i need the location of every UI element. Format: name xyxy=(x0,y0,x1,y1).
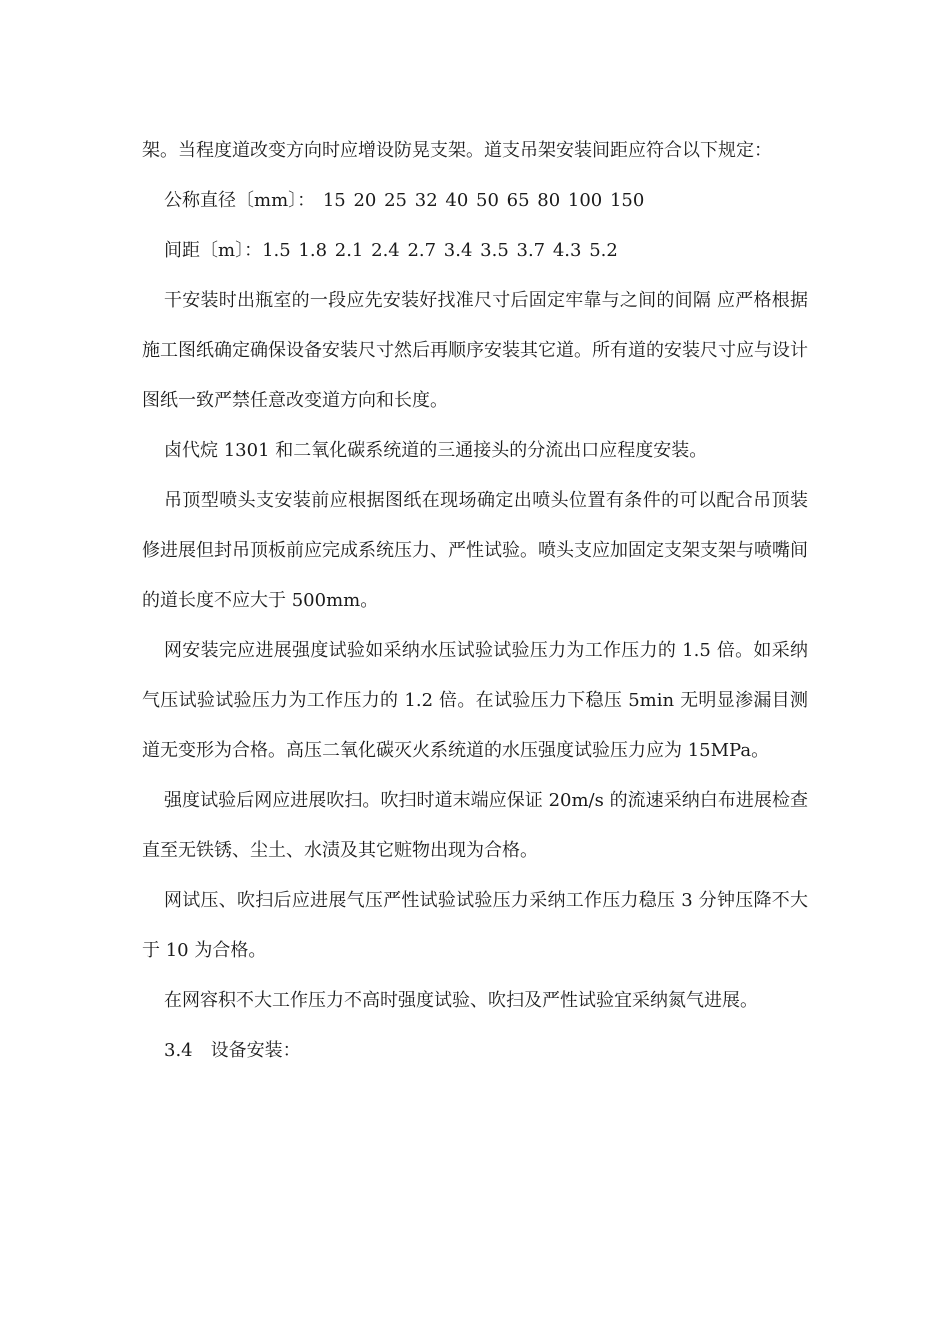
paragraph-nominal-diameter: 公称直径〔mm〕： 15 20 25 32 40 50 65 80 100 150 xyxy=(164,190,645,211)
paragraph-halon-tee-joint: 卤代烷 1301 和二氧化碳系统道的三通接头的分流出口应程度安装。 xyxy=(164,440,708,461)
section-heading-equipment-installation: 3.4 设备安装： xyxy=(164,1040,301,1061)
paragraph-main-pipe-installation: 干安装时出瓶室的一段应先安装好找准尺寸后固定牢靠与之间的间隔 应严格根据施工图纸确定确保设备安装尺寸然后再顺序安装其它道。所有道的安装尺寸应与设计图纸一致严禁任意改变道方向和长度。 xyxy=(142,290,808,411)
paragraph-tightness-test: 网试压、吹扫后应进展气压严性试验试验压力采纳工作压力稳压 3 分钟压降不大于 10 为合格。 xyxy=(142,890,808,961)
document-body xyxy=(142,126,808,1076)
paragraph-ceiling-nozzle: 吊顶型喷头支安装前应根据图纸在现场确定出喷头位置有条件的可以配合吊顶装修进展但封吊顶板前应完成系统压力、严性试验。喷头支应加固定支架支架与喷嘴间的道长度不应大于 500mm。 xyxy=(142,490,808,611)
paragraph-strength-test: 网安装完应进展强度试验如采纳水压试验试验压力为工作压力的 1.5 倍。如采纳气压试验试验压力为工作压力的 1.2 倍。在试验压力下稳压 5min 无明显渗漏目测道无变形为合格。高压二氧化碳灭火系统道的水压强度试验压力应为 15MPa。 xyxy=(142,640,808,761)
paragraph-spacing-values: 间距〔m〕：1.5 1.8 2.1 2.4 2.7 3.4 3.5 3.7 4.3 5.2 xyxy=(164,240,618,261)
paragraph-nitrogen: 在网容积不大工作压力不高时强度试验、吹扫及严性试验宜采纳氮气进展。 xyxy=(164,990,758,1011)
paragraph-purging: 强度试验后网应进展吹扫。吹扫时道末端应保证 20m/s 的流速采纳白布进展检查直至无铁锈、尘土、水渍及其它赃物出现为合格。 xyxy=(142,790,808,861)
paragraph-support-spacing: 架。当程度道改变方向时应增设防晃支架。道支吊架安装间距应符合以下规定： xyxy=(142,140,772,161)
